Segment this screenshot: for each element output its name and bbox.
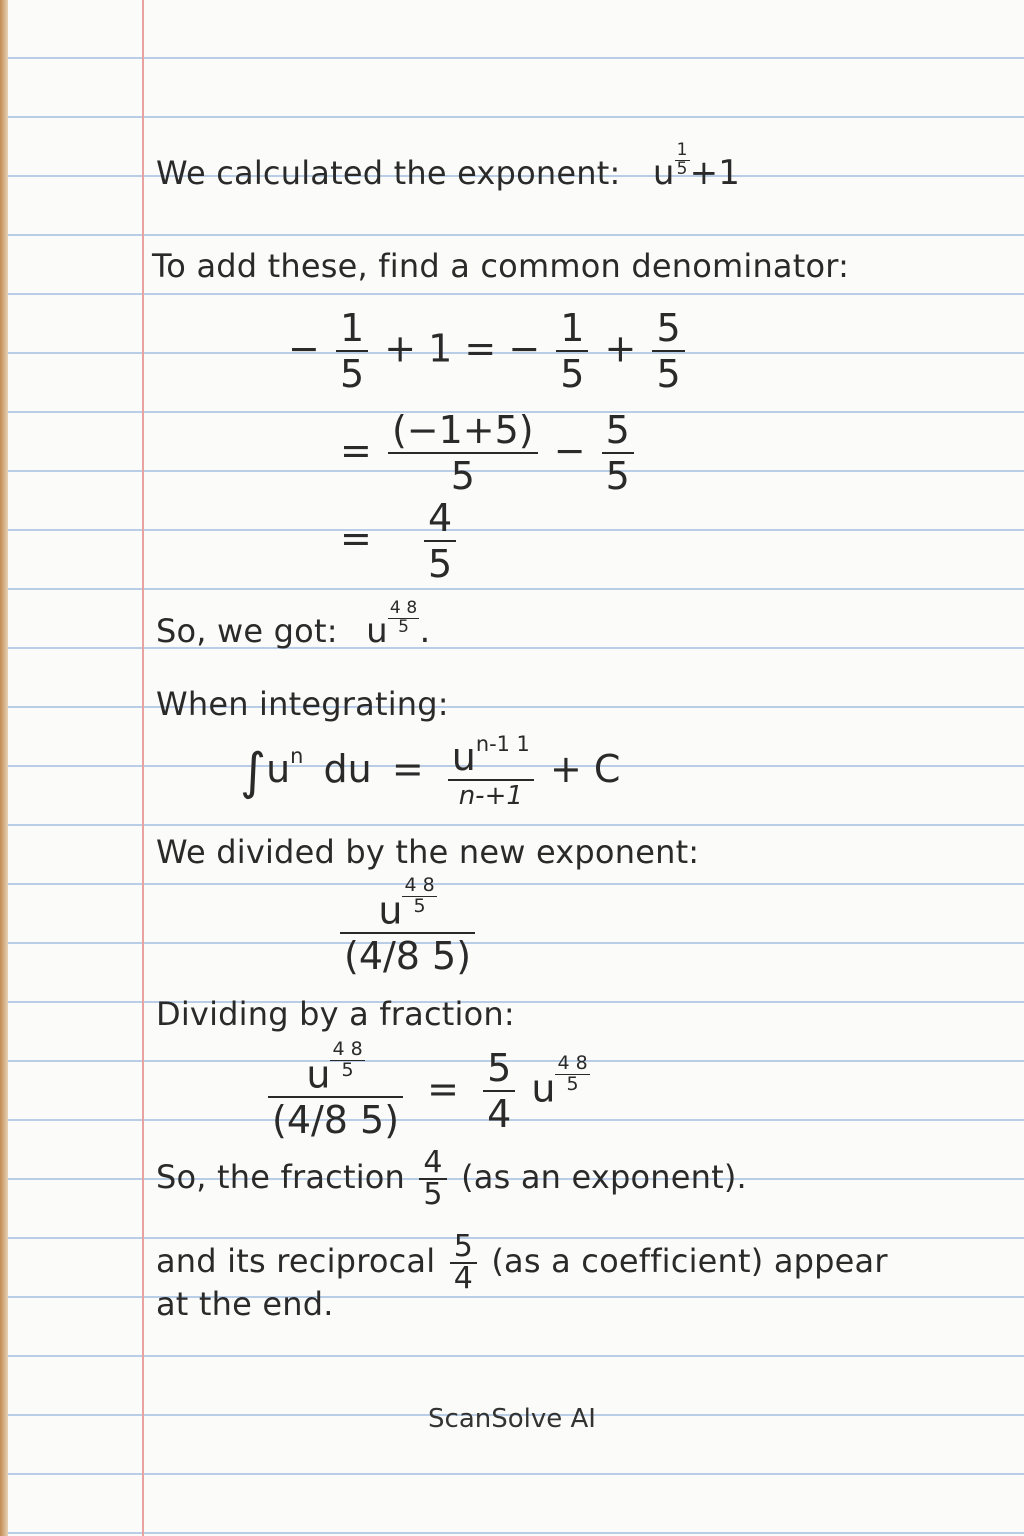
minus-sign: − <box>508 326 541 371</box>
fraction-power-rule <box>448 732 534 811</box>
text-common-denominator: To add these, find a common denominator: <box>152 247 850 285</box>
text-at-the-end: at the end. <box>156 1285 334 1323</box>
equals-sign: = <box>340 516 372 561</box>
frac-num <box>340 876 475 932</box>
footer-brand: ScanSolve AI <box>428 1404 596 1434</box>
num-power: n-1 1 <box>475 732 530 756</box>
num-exponent <box>330 1040 364 1081</box>
frac-num: 1 <box>560 306 585 350</box>
expr-exponent-frac <box>388 600 420 637</box>
text-line-fraction <box>156 1145 747 1212</box>
num-base: u <box>451 734 476 779</box>
equals-sign: = <box>427 1066 459 1111</box>
frac-den: 5 <box>419 1178 446 1210</box>
text-as-exponent: (as an exponent). <box>461 1158 747 1196</box>
frac-num: 5 <box>656 306 681 350</box>
differential: du <box>323 746 372 791</box>
text-so-the-fraction: So, the fraction <box>156 1158 406 1196</box>
fraction-divided <box>340 876 475 978</box>
exp-den: 5 <box>676 158 688 179</box>
frac-num: 4 <box>423 1145 443 1180</box>
integrand-base: u <box>266 746 291 791</box>
frac-den: 5 <box>336 350 368 396</box>
frac-num: 5 <box>453 1229 473 1264</box>
frac-den: 5 <box>602 452 634 498</box>
frac-den: 5 <box>424 540 456 586</box>
text-line-exponent <box>156 142 740 193</box>
exp-den: 5 <box>388 618 420 637</box>
integral-sign: ∫ <box>240 742 267 801</box>
exp-num: 1 <box>676 140 688 160</box>
rhs-base: u <box>531 1066 556 1111</box>
frac-num: 4 <box>427 496 453 540</box>
fraction-lhs <box>268 1040 403 1142</box>
text-when-integrating: When integrating: <box>156 685 449 723</box>
exp-num: 4 8 <box>332 1038 363 1060</box>
expr-exponent <box>652 140 741 194</box>
frac-den: (4/8 5) <box>340 932 475 978</box>
equation-sum <box>288 306 689 396</box>
expression-divided <box>336 876 479 978</box>
frac-num: 1 <box>339 306 365 350</box>
exp-num: 4 8 <box>404 874 435 896</box>
text-and-its-reciprocal: and its reciprocal <box>156 1242 436 1280</box>
frac-den: 5 <box>388 452 538 498</box>
fraction-2 <box>556 306 588 396</box>
equation-reciprocal <box>264 1040 590 1142</box>
coefficient-fraction <box>483 1046 515 1136</box>
fraction-1 <box>336 306 368 396</box>
frac-den: 4 <box>450 1262 477 1294</box>
plus-sign: + <box>604 326 637 371</box>
text-so-we-got: So, we got: <box>156 612 338 651</box>
frac-den: (4/8 5) <box>268 1096 403 1142</box>
text-dividing-fraction: Dividing by a fraction: <box>156 995 515 1033</box>
expr-got <box>366 598 431 652</box>
fraction-3 <box>652 306 684 396</box>
exp-den: 5 <box>402 896 436 917</box>
text-line-got <box>156 600 430 651</box>
rhs-exponent <box>555 1054 589 1095</box>
frac-den: 5 <box>652 350 684 396</box>
equals-sign: = <box>391 746 424 791</box>
minus-sign: − <box>553 428 586 473</box>
paper-edge <box>0 0 8 1536</box>
num-base: u <box>378 888 403 933</box>
integrand-power: n <box>290 744 304 769</box>
fraction-five-fifths <box>602 408 634 498</box>
fraction-four-fifths <box>424 496 456 586</box>
equation-combined <box>340 408 638 498</box>
frac-num: 5 <box>605 408 630 452</box>
frac-num <box>268 1040 403 1096</box>
plus-one-equals: + 1 = <box>384 326 497 371</box>
inline-fraction-coefficient <box>450 1229 477 1296</box>
frac-den: n-+1 <box>448 779 534 811</box>
frac-den: 4 <box>483 1090 515 1136</box>
frac-den: 5 <box>556 350 588 396</box>
expr-base: u <box>652 153 675 194</box>
exp-num: 4 8 <box>557 1052 588 1075</box>
equation-power-rule <box>240 732 620 811</box>
num-base: u <box>306 1052 331 1097</box>
minus-sign: − <box>288 326 320 371</box>
exp-num: 4 8 <box>389 598 418 618</box>
expr-exponent-frac <box>675 142 690 179</box>
frac-num: (−1+5) <box>391 408 534 452</box>
expr-base: u <box>366 611 388 652</box>
inline-fraction-exponent <box>419 1145 446 1212</box>
expr-tail: . <box>419 611 431 652</box>
text-as-coefficient: (as a coefficient) appear <box>491 1242 888 1280</box>
equation-result <box>340 496 460 586</box>
fraction-combined <box>388 408 538 498</box>
margin-line <box>142 0 144 1536</box>
equals-sign: = <box>340 428 372 473</box>
frac-num: 5 <box>487 1046 512 1091</box>
text-calculated-exponent: We calculated the exponent: <box>156 154 621 193</box>
frac-num <box>448 732 534 779</box>
plus-constant: + C <box>549 746 621 791</box>
num-exponent <box>402 876 436 917</box>
expr-tail: +1 <box>689 153 741 194</box>
text-divided-exponent: We divided by the new exponent: <box>156 833 700 871</box>
exp-den: 5 <box>330 1060 364 1081</box>
exp-den: 5 <box>555 1074 589 1095</box>
